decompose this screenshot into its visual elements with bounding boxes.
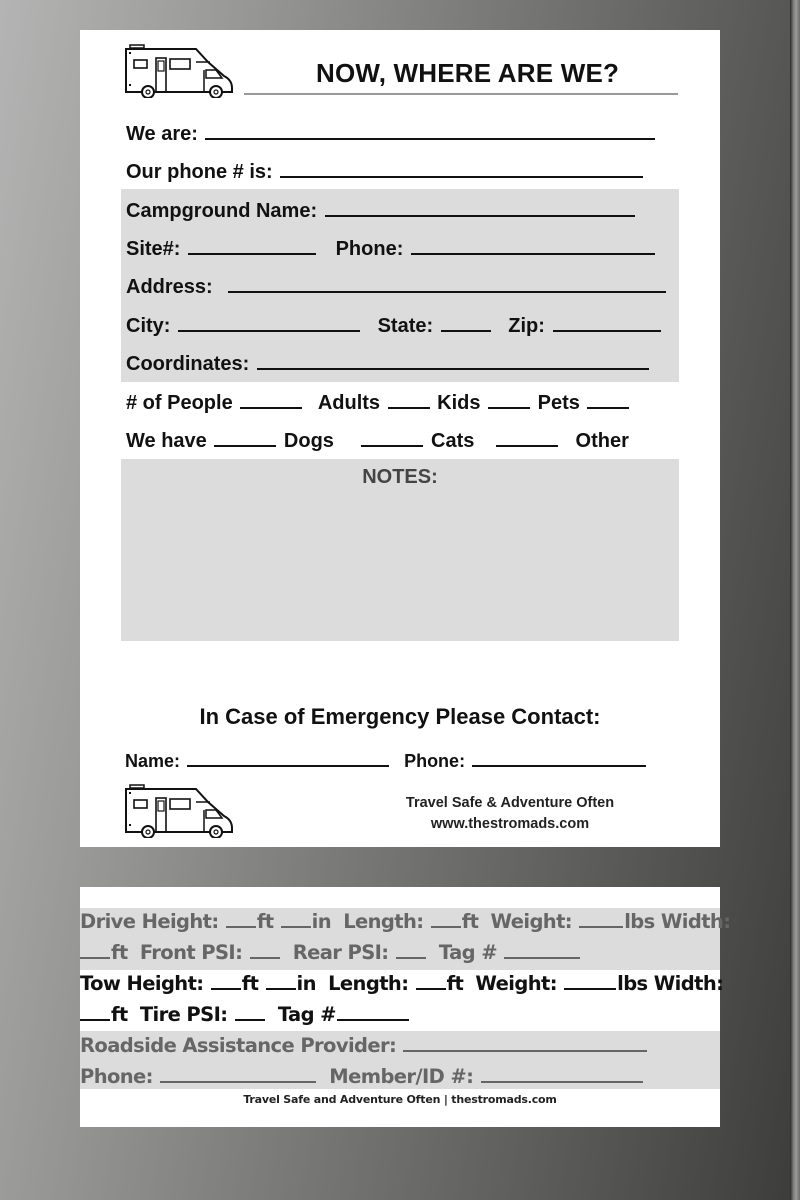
- adults-label: Adults: [317, 392, 381, 414]
- rv-motorhome-icon-footer: [124, 784, 236, 838]
- tow-length-field[interactable]: [416, 972, 446, 990]
- in-unit: in: [311, 910, 331, 933]
- emergency-phone-field[interactable]: [472, 749, 646, 767]
- drive-tag-label: Tag #: [438, 941, 497, 964]
- title-underline: [244, 93, 678, 95]
- lbs-unit: lbs: [617, 972, 648, 995]
- roadside-phone-label: Phone:: [80, 1065, 153, 1088]
- ft-unit: ft: [461, 910, 479, 933]
- lbs-unit: lbs: [624, 910, 655, 933]
- tow-weight-label: Weight:: [475, 972, 557, 995]
- footer-tagline: Travel Safe & Adventure Often: [405, 795, 615, 811]
- form-title: NOW, WHERE ARE WE?: [316, 58, 620, 88]
- roadside-phone-field[interactable]: [160, 1065, 316, 1083]
- drive-width-field[interactable]: [80, 941, 110, 959]
- ft-unit: ft: [111, 941, 128, 964]
- campground-phone-label: Phone:: [335, 238, 404, 260]
- cats-label: Cats: [431, 430, 475, 452]
- member-id-label: Member/ID #:: [329, 1065, 474, 1088]
- drive-row-1: [80, 910, 730, 933]
- drive-length-label: Length:: [343, 910, 424, 933]
- city-label: City:: [126, 315, 171, 337]
- state-label: State:: [377, 315, 434, 337]
- rear-psi-field[interactable]: [396, 941, 426, 959]
- other-label: Other: [575, 430, 629, 452]
- emergency-phone-label: Phone:: [404, 751, 466, 771]
- front-psi-label: Front PSI:: [139, 941, 243, 964]
- tow-row-1: [80, 972, 723, 995]
- campground-name-label: Campground Name:: [126, 200, 318, 222]
- site-field[interactable]: [188, 235, 316, 255]
- address-label: Address:: [126, 276, 213, 298]
- tow-row-2: [80, 1003, 410, 1026]
- coordinates-field[interactable]: [257, 350, 649, 370]
- we-have-label: We have: [126, 430, 207, 452]
- tow-tag-field[interactable]: [337, 1003, 409, 1021]
- coordinates-label: Coordinates:: [126, 353, 250, 375]
- pets-type-row: [126, 427, 629, 453]
- drive-tag-field[interactable]: [504, 941, 580, 959]
- emergency-name-label: Name:: [125, 751, 181, 771]
- pets-label: Pets: [537, 392, 580, 414]
- drive-weight-field[interactable]: [579, 910, 623, 928]
- we-are-row: [126, 120, 657, 146]
- tow-length-label: Length:: [328, 972, 409, 995]
- drive-height-ft-field[interactable]: [226, 910, 256, 928]
- drive-length-field[interactable]: [431, 910, 461, 928]
- drive-width-label: Width:: [660, 910, 731, 933]
- city-field[interactable]: [178, 312, 360, 332]
- our-phone-row: [126, 158, 645, 184]
- campground-name-field[interactable]: [325, 197, 635, 217]
- emergency-name-field[interactable]: [187, 749, 389, 767]
- address-field[interactable]: [228, 273, 666, 293]
- state-field[interactable]: [441, 312, 491, 332]
- tow-height-in-field[interactable]: [266, 972, 296, 990]
- roadside-provider-label: Roadside Assistance Provider:: [80, 1034, 397, 1057]
- drive-height-label: Drive Height:: [80, 910, 219, 933]
- vehicle-info-card: [80, 887, 731, 1127]
- ft-unit: ft: [446, 972, 464, 995]
- campground-name-row: [126, 197, 637, 223]
- zip-label: Zip:: [508, 315, 545, 337]
- tow-width-field[interactable]: [80, 1003, 110, 1021]
- drive-height-in-field[interactable]: [281, 910, 311, 928]
- cats-count-field[interactable]: [361, 427, 423, 447]
- emergency-title: In Case of Emergency Please Contact:: [199, 704, 601, 729]
- tow-weight-field[interactable]: [564, 972, 616, 990]
- coordinates-row: [126, 350, 651, 376]
- adults-field[interactable]: [388, 389, 430, 409]
- rv-motorhome-icon: [124, 44, 236, 98]
- in-unit: in: [296, 972, 316, 995]
- zip-field[interactable]: [553, 312, 661, 332]
- tire-psi-field[interactable]: [235, 1003, 265, 1021]
- site-phone-row: [126, 235, 657, 261]
- roadside-phone-row: [80, 1065, 644, 1088]
- drive-row-2: [80, 941, 581, 964]
- front-psi-field[interactable]: [250, 941, 280, 959]
- pets-field[interactable]: [587, 389, 629, 409]
- notes-label: NOTES:: [362, 466, 438, 488]
- tow-width-label: Width:: [653, 972, 724, 995]
- tow-height-label: Tow Height:: [80, 972, 204, 995]
- people-row: [126, 389, 631, 415]
- campground-phone-field[interactable]: [411, 235, 655, 255]
- ft-unit: ft: [111, 1003, 128, 1026]
- tow-height-ft-field[interactable]: [211, 972, 241, 990]
- member-id-field[interactable]: [481, 1065, 643, 1083]
- address-row: [126, 273, 668, 299]
- tow-tag-label: Tag #: [277, 1003, 336, 1026]
- where-are-we-card: [80, 30, 720, 847]
- fridge-door-edge: [790, 0, 800, 1200]
- roadside-provider-field[interactable]: [403, 1034, 647, 1052]
- we-are-field[interactable]: [205, 120, 655, 140]
- drive-weight-label: Weight:: [490, 910, 572, 933]
- other-count-field[interactable]: [496, 427, 558, 447]
- our-phone-label: Our phone # is:: [126, 161, 273, 183]
- ft-unit: ft: [241, 972, 259, 995]
- bottom-footer: Travel Safe and Adventure Often | thestromads.com: [243, 1093, 557, 1106]
- footer-website[interactable]: www.thestromads.com: [430, 816, 590, 832]
- roadside-provider-row: [80, 1034, 648, 1057]
- city-state-zip-row: [126, 312, 663, 338]
- we-are-label: We are:: [126, 123, 198, 145]
- dogs-label: Dogs: [283, 430, 334, 452]
- num-people-field[interactable]: [240, 389, 302, 409]
- our-phone-field[interactable]: [280, 158, 643, 178]
- site-label: Site#:: [126, 238, 181, 260]
- kids-label: Kids: [437, 392, 481, 414]
- num-people-label: # of People: [126, 392, 233, 414]
- ft-unit: ft: [256, 910, 274, 933]
- rear-psi-label: Rear PSI:: [292, 941, 389, 964]
- emergency-contact-row: [125, 749, 648, 772]
- tire-psi-label: Tire PSI:: [139, 1003, 228, 1026]
- kids-field[interactable]: [488, 389, 530, 409]
- dogs-count-field[interactable]: [214, 427, 276, 447]
